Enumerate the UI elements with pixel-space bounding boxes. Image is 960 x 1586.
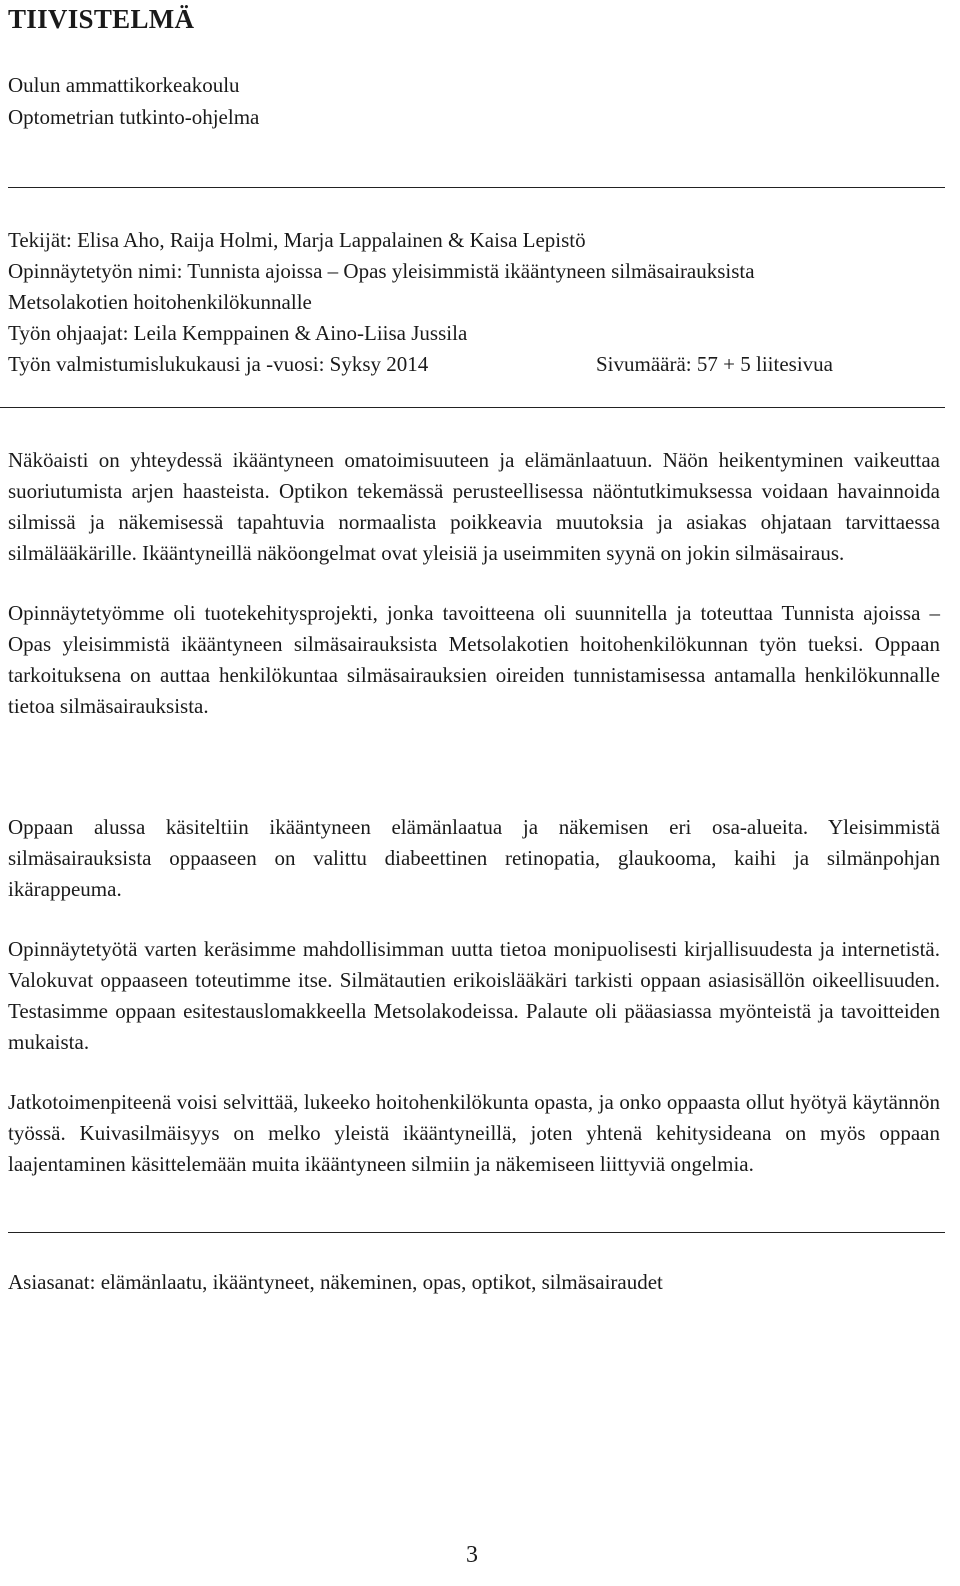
institution-program: Optometrian tutkinto-ohjelma: [8, 105, 260, 129]
divider-top: [8, 187, 945, 188]
thesis-title-line-2: Metsolakotien hoitohenkilökunnalle: [8, 290, 312, 314]
supervisors-line: Työn ohjaajat: Leila Kemppainen & Aino-Liisa Jussila: [8, 321, 468, 345]
abstract-paragraph-4: Opinnäytetyötä varten keräsimme mahdollisimman uutta tietoa monipuolisesti kirjallisuudesta ja internetistä. Valokuvat oppaaseen toteutimme itse. Silmätautien erikoislääkäri tarkisti oppaan asiasisällön oikeellisuuden. Testasimme oppaan esitestauslomakkeella Metsolakodeissa. Palaute oli pääasiassa myönteistä ja tavoitteiden mukaista.: [8, 937, 940, 1054]
page-number: 3: [466, 1542, 478, 1568]
completion-row: [8, 349, 940, 379]
abstract-paragraph-2: Opinnäytetyömme oli tuotekehitysprojekti, jonka tavoitteena oli suunnitella ja toteuttaa Tunnista ajoissa – Opas yleisimmistä ikääntyneen silmäsairauksista Metsolakotien hoitohenkilökunnan työn tueksi. Oppaan tarkoituksena on auttaa henkilökuntaa silmäsairauksien oireiden tunnistamisessa antamalla henkilökunnalle tietoa silmäsairauksista.: [8, 601, 940, 718]
authors-line: Tekijät: Elisa Aho, Raija Holmi, Marja Lappalainen & Kaisa Lepistö: [8, 228, 586, 252]
abstract-paragraph-5: Jatkotoimenpiteenä voisi selvittää, lukeeko hoitohenkilökunta opasta, ja onko oppaasta ollut hyötyä käytännön työssä. Kuivasilmäisyys on melko yleistä ikääntyneillä, joten yhtenä kehitysideana on myös oppaan laajentaminen käsittelemään muita ikääntyneen silmiin ja näkemiseen liittyviä ongelmia.: [8, 1090, 940, 1176]
institution-school: Oulun ammattikorkeakoulu: [8, 73, 240, 97]
thesis-title-line-1: Opinnäytetyön nimi: Tunnista ajoissa – Opas yleisimmistä ikääntyneen silmäsairauksista: [8, 259, 755, 283]
divider-middle: [0, 407, 945, 408]
page-title: TIIVISTELMÄ: [8, 4, 195, 34]
completion-line: Työn valmistumislukukausi ja -vuosi: Syksy 2014: [8, 352, 429, 376]
abstract-paragraph-1: Näköaisti on yhteydessä ikääntyneen omatoimisuuteen ja elämänlaatuun. Näön heikentyminen vaikeuttaa suoriutumista arjen haasteista. Optikon tekemässä perusteellisessa näöntutkimuksessa voidaan havainnoida silmissä ja näkemisessä tapahtuvia normaalista poikkeavia muutoksia ja asiakas ohjataan tarvittaessa silmälääkärille. Ikääntyneillä näköongelmat ovat yleisiä ja useimmiten syynä on jokin silmäsairaus.: [8, 448, 940, 565]
abstract-paragraph-3: Oppaan alussa käsiteltiin ikääntyneen elämänlaatua ja näkemisen eri osa-alueita. Yleisimmistä silmäsairauksista oppaaseen on valittu diabeettinen retinopatia, glaukooma, kaihi ja silmänpohjan ikärappeuma.: [8, 815, 940, 901]
keywords-line: Asiasanat: elämänlaatu, ikääntyneet, näkeminen, opas, optikot, silmäsairaudet: [8, 1270, 663, 1294]
divider-bottom: [8, 1232, 945, 1233]
page-count-line: Sivumäärä: 57 + 5 liitesivua: [596, 352, 833, 376]
